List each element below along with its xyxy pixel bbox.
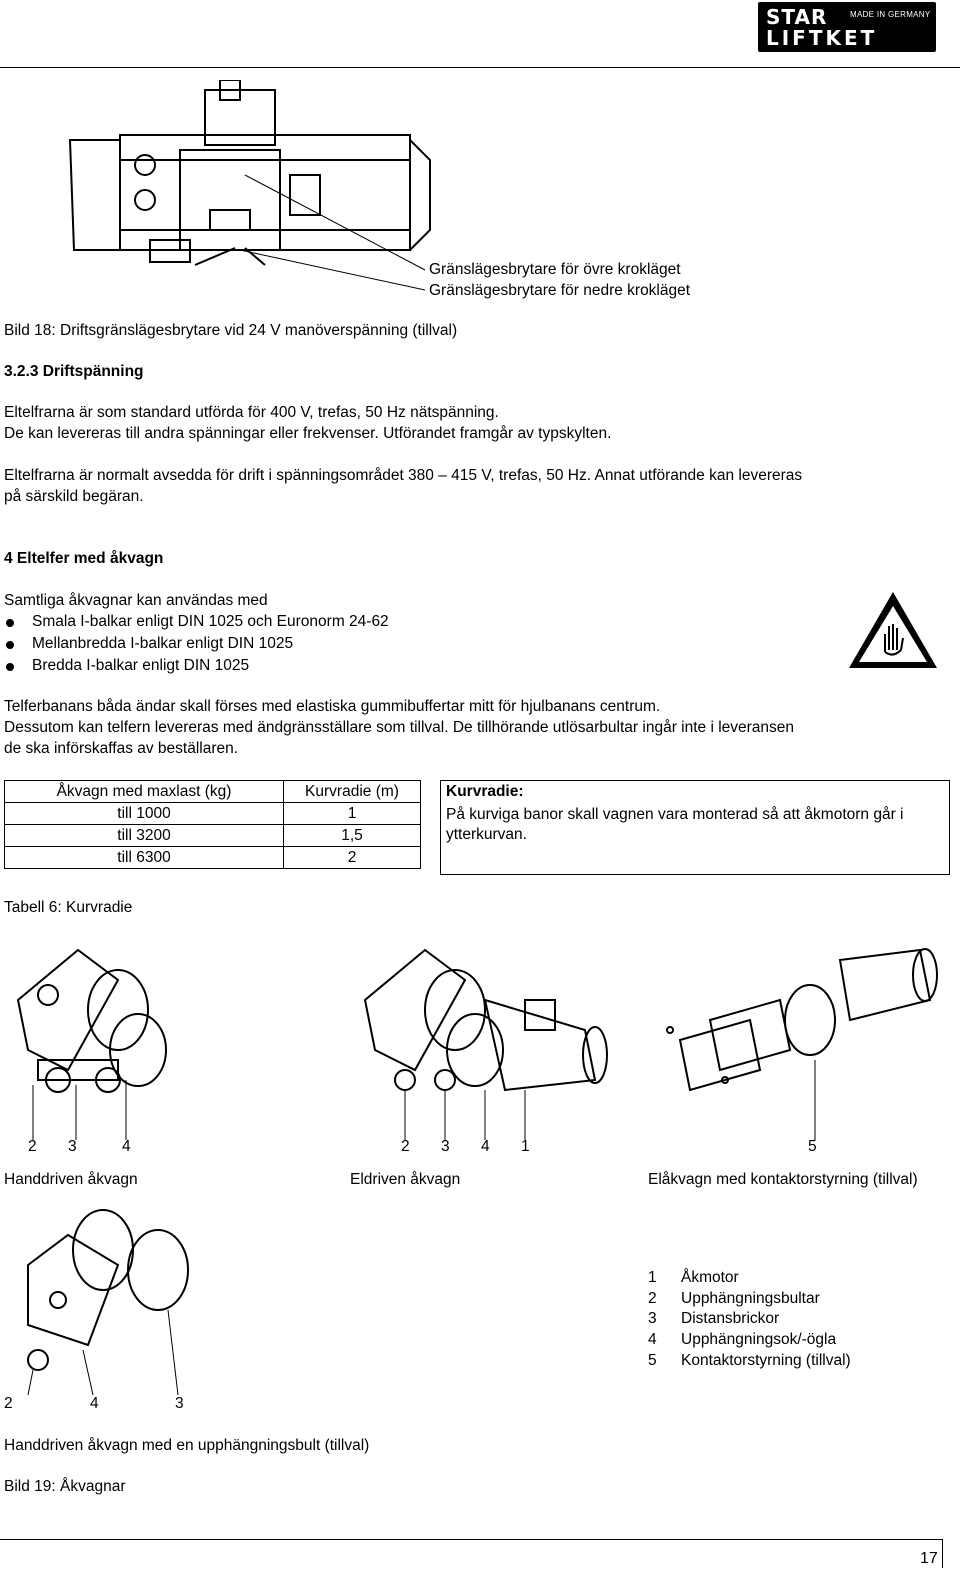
legend-number: 3 [648, 1310, 657, 1327]
warning-hand-icon [845, 588, 941, 672]
paragraph-text: Eltelfrarna är normalt avsedda för drift i spänningsområdet 380 – 415 V, trefas, 50 Hz. Annat utförande kan levereras [4, 467, 803, 484]
paragraph-text: de ska införskaffas av beställaren. [4, 740, 239, 757]
table-row [5, 847, 421, 869]
legend-text: Upphängningsbultar [681, 1290, 820, 1307]
note-title: Kurvradie: [446, 783, 524, 800]
logo-star-text: STAR [766, 5, 828, 29]
callout-number: 2 [4, 1395, 13, 1412]
section-4-heading: 4 Eltelfer med åkvagn [4, 550, 164, 567]
caption-electric-trolley: Eldriven åkvagn [350, 1171, 461, 1188]
table-cell: 2 [284, 847, 421, 869]
legend-text: Åkmotor [681, 1269, 739, 1286]
callout-number: 3 [68, 1138, 77, 1155]
column-header: Åkvagn med maxlast (kg) [5, 781, 284, 803]
paragraph-text: Telferbanans båda ändar skall förses med elastiska gummibuffertar mitt för hjulbanans centrum. [4, 698, 661, 715]
callout-number: 2 [401, 1138, 410, 1155]
callout-number: 4 [481, 1138, 490, 1155]
footer-rule-vertical [942, 1539, 943, 1568]
legend-text: Distansbrickor [681, 1310, 780, 1327]
page-number: 17 [920, 1550, 938, 1567]
figure-18-caption: Bild 18: Driftsgränslägesbrytare vid 24 V manöverspänning (tillval) [4, 322, 458, 339]
legend-text: Kontaktorstyrning (tillval) [681, 1352, 851, 1369]
logo-liftket-text: LIFTKET [766, 26, 878, 50]
callout-number: 5 [808, 1138, 817, 1155]
footer-rule [0, 1539, 942, 1540]
curve-radius-note [440, 780, 950, 875]
legend-number: 2 [648, 1290, 657, 1307]
legend-text: Upphängningsok/-ögla [681, 1331, 837, 1348]
table-row [5, 825, 421, 847]
single-bolt-trolley-drawing [8, 1205, 208, 1395]
table-header-row [5, 781, 421, 803]
table-cell: till 1000 [5, 803, 284, 825]
callout-number: 4 [90, 1395, 99, 1412]
table-cell: 1 [284, 803, 421, 825]
table-cell: till 6300 [5, 847, 284, 869]
column-header: Kurvradie (m) [284, 781, 421, 803]
legend-number: 1 [648, 1269, 657, 1286]
list-item-text: Mellanbredda I-balkar enligt DIN 1025 [32, 635, 294, 652]
caption-contactor-trolley: Elåkvagn med kontaktorstyrning (tillval) [648, 1171, 918, 1188]
electric-trolley-drawing [355, 940, 615, 1140]
section-4-intro: Samtliga åkvagnar kan användas med [4, 592, 268, 609]
callout-number: 3 [175, 1395, 184, 1412]
callout-number: 2 [28, 1138, 37, 1155]
legend-number: 4 [648, 1331, 657, 1348]
list-item-text: Smala I-balkar enligt DIN 1025 och Euronorm 24-62 [32, 613, 389, 630]
bullet-icon [6, 663, 14, 671]
bullet-icon [6, 641, 14, 649]
callout-number: 1 [521, 1138, 530, 1155]
paragraph-text: Dessutom kan telfern levereras med ändgränsställare som tillval. De tillhörande utlösarbultar ingår inte i leveransen [4, 719, 795, 736]
curve-radius-table [4, 780, 421, 869]
table-cell: 1,5 [284, 825, 421, 847]
callout-number: 4 [122, 1138, 131, 1155]
table-row [5, 803, 421, 825]
contactor-trolley-drawing [660, 940, 950, 1140]
section-3-2-3-heading: 3.2.3 Driftspänning [4, 363, 144, 380]
callout-number: 3 [441, 1138, 450, 1155]
paragraph-text: på särskild begäran. [4, 488, 144, 505]
hand-trolley-drawing [8, 940, 188, 1140]
table-6-caption: Tabell 6: Kurvradie [4, 899, 133, 916]
table-cell: till 3200 [5, 825, 284, 847]
paragraph-text: Eltelfrarna är som standard utförda för 400 V, trefas, 50 Hz nätspänning. [4, 404, 499, 421]
figure-19-caption: Bild 19: Åkvagnar [4, 1478, 126, 1495]
legend-number: 5 [648, 1352, 657, 1369]
paragraph-text: De kan levereras till andra spänningar eller frekvenser. Utförandet framgår av typskylten. [4, 425, 612, 442]
caption-hand-trolley: Handdriven åkvagn [4, 1171, 138, 1188]
note-body: På kurviga banor skall vagnen vara monterad så att åkmotorn går i ytterkurvan. [446, 806, 904, 843]
label-lower-limit-switch: Gränslägesbrytare för nedre krokläget [429, 282, 691, 299]
list-item-text: Bredda I-balkar enligt DIN 1025 [32, 657, 250, 674]
caption-single-bolt-trolley: Handdriven åkvagn med en upphängningsbult (tillval) [4, 1437, 370, 1454]
logo-tagline: MADE IN GERMANY [850, 10, 931, 19]
label-upper-limit-switch: Gränslägesbrytare för övre krokläget [429, 261, 681, 278]
bullet-icon [6, 619, 14, 627]
